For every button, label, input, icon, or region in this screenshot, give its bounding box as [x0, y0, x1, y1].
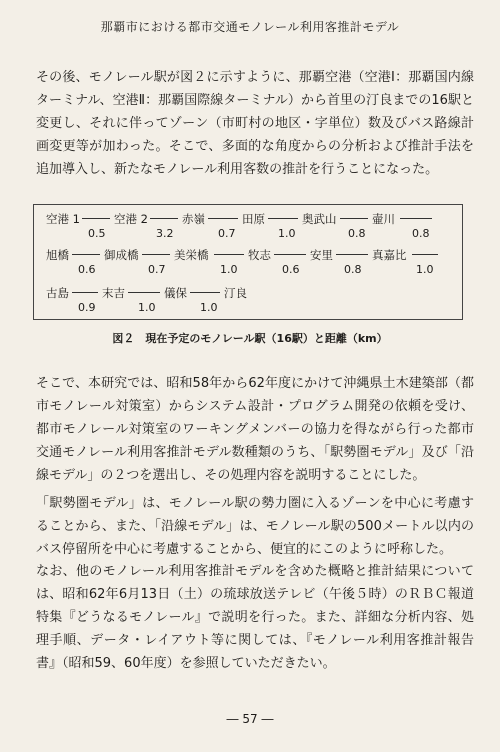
- route-line: [150, 218, 178, 219]
- station-label: 汀良: [224, 286, 247, 300]
- route-line: [72, 254, 100, 255]
- route-line: [274, 254, 306, 255]
- station-label: 真嘉比: [372, 248, 407, 262]
- route-line: [412, 254, 438, 255]
- distance-label: 0.8: [348, 227, 366, 240]
- distance-label: 0.7: [148, 263, 166, 276]
- distance-label: 0.6: [282, 263, 300, 276]
- distance-label: 0.7: [218, 227, 236, 240]
- station-label: 御成橋: [104, 248, 139, 262]
- station-label: 美栄橋: [174, 248, 209, 262]
- paragraph-4: なお、他のモノレール利用客推計モデルを含めた概略と推計結果については、昭和62年6月13日（土）の琉球放送テレビ（午後５時）のＲＢＣ報道特集『どうなるモノレール』で説明を行った。また、詳細な分析内容、処理手順、データ・レイアウト等に関しては、『モノレール利用客推計報告書』（昭和59、60年度）を参照していただきたい。: [36, 564, 474, 671]
- station-label: 牧志: [248, 248, 271, 262]
- page-number: ― 57 ―: [226, 712, 274, 726]
- station-figure: [33, 204, 463, 320]
- route-line: [400, 218, 432, 219]
- station-label: 壷川: [372, 212, 395, 226]
- distance-label: 0.6: [78, 263, 96, 276]
- paragraph-1: その後、モノレール駅が図２に示すように、那覇空港（空港Ⅰ：那覇国内線ターミナル、空港Ⅱ：那覇国際線ターミナル）から首里の汀良までの16駅と変更し、それに伴ってゾーン（市町村の地区・字単位）数及びバス路線計画変更等が加わった。そこで、多面的な角度からの分析および推計手法を追加導入し、新たなモノレール利用客数の推計を行うことになった。: [36, 70, 474, 177]
- station-label: 古島: [46, 286, 69, 300]
- route-line: [128, 292, 160, 293]
- distance-label: 1.0: [278, 227, 296, 240]
- station-label: 田原: [242, 212, 265, 226]
- station-label: 末吉: [102, 286, 125, 300]
- station-label: 安里: [310, 248, 333, 262]
- distance-label: 0.8: [344, 263, 362, 276]
- distance-label: 1.0: [138, 301, 156, 314]
- distance-label: 0.8: [412, 227, 430, 240]
- station-label: 空港 2: [114, 212, 148, 226]
- route-line: [336, 254, 368, 255]
- distance-label: 0.9: [78, 301, 96, 314]
- station-label: 奥武山: [302, 212, 337, 226]
- station-label: 空港 1: [46, 212, 80, 226]
- figure-caption: 図２ 現在予定のモノレール駅（16駅）と距離（km）: [112, 332, 388, 345]
- route-line: [142, 254, 170, 255]
- distance-label: 0.5: [88, 227, 106, 240]
- distance-label: 1.0: [416, 263, 434, 276]
- route-line: [268, 218, 298, 219]
- route-line: [190, 292, 220, 293]
- route-line: [340, 218, 368, 219]
- distance-label: 3.2: [156, 227, 174, 240]
- paragraph-2: そこで、本研究では、昭和58年から62年度にかけて沖縄県土木建築部（都市モノレール対策室）からシステム設計・プログラム開発の依頼を受け、都市モノレール対策室のワーキングメンバーの協力を得ながら行った都市交通モノレール利用客推計モデル数種類のうち、「駅勢圏モデル」及び「沿線モデル」の２つを選出し、その処理内容を説明することにした。: [36, 376, 474, 483]
- running-header: 那覇市における都市交通モノレール利用客推計モデル: [100, 20, 400, 34]
- distance-label: 1.0: [200, 301, 218, 314]
- station-label: 旭橋: [46, 248, 69, 262]
- station-label: 儀保: [164, 286, 187, 300]
- route-line: [208, 218, 238, 219]
- distance-label: 1.0: [220, 263, 238, 276]
- route-line: [214, 254, 244, 255]
- route-line: [82, 218, 110, 219]
- station-label: 赤嶺: [182, 212, 205, 226]
- route-line: [72, 292, 98, 293]
- paragraph-3: 「駅勢圏モデル」は、モノレール駅の勢力圏に入るゾーンを中心に考慮することから、また、「沿線モデル」は、モノレール駅の500メートル以内のバス停留所を中心に考慮することから、便宜的にこのように呼称した。: [36, 496, 474, 557]
